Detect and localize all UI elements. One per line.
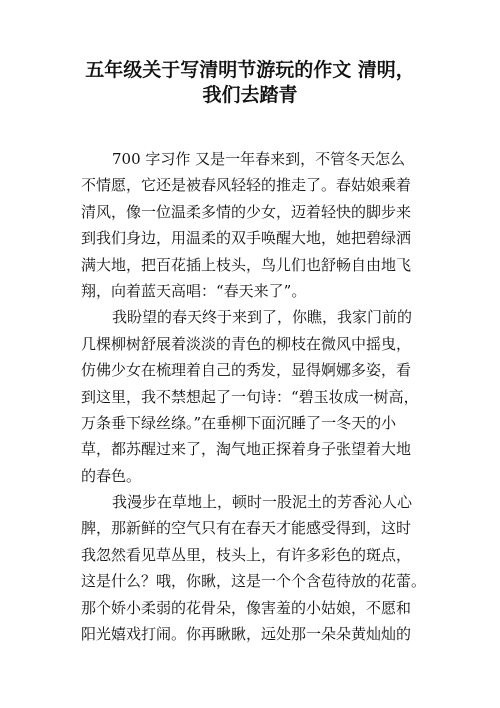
paragraph-line: 我忽然看见草丛里，枝头上，有许多彩色的斑点， (81, 545, 412, 564)
title-line: 我们去踏青 (202, 84, 298, 106)
paragraph-line: 阳光嬉戏打闹。你再瞅瞅，远处那一朵朵黄灿灿的 (81, 625, 412, 644)
title-line: 五年级关于写清明节游玩的作文 清明， (85, 59, 415, 81)
paragraph (81, 304, 426, 489)
document-title (60, 58, 440, 108)
paragraph-line: 脾，那新鲜的空气只有在春天才能感受得到，这时 (81, 519, 412, 538)
paragraph-line: 到这里，我不禁想起了一句诗：“碧玉妆成一树高， (81, 387, 419, 406)
paragraph-line: 仿佛少女在梳理着自己的秀发，显得婀娜多姿，看 (81, 361, 412, 380)
paragraph-line: 到我们身边，用温柔的双手唤醒大地，她把碧绿洒 (81, 229, 412, 248)
paragraph-line: 万条垂下绿丝绦。”在垂柳下面沉睡了一冬天的小 (81, 413, 397, 432)
paragraph-line: 满大地，把百花插上枝头，鸟儿们也舒畅自由地飞 (81, 255, 412, 274)
paragraph-line: 700 字习作 又是一年春来到，不管冬天怎么 (112, 150, 406, 168)
paragraph-line: 我漫步在草地上，顿时一股泥土的芳香沁人心 (112, 493, 413, 512)
paragraph-line: 翔，向着蓝天高唱：“春天来了”。 (81, 281, 307, 300)
paragraph-line: 几棵柳树舒展着淡淡的青色的柳枝在微风中摇曳， (81, 334, 412, 353)
paragraph-line: 那个娇小柔弱的花骨朵，像害羞的小姑娘，不愿和 (81, 598, 412, 617)
paragraph-line: 不情愿，它还是被春风轻轻的推走了。春姑娘乘着 (81, 176, 412, 195)
paragraph-line: 清风，像一位温柔多情的少女，迈着轻快的脚步来 (81, 202, 412, 221)
document-body (81, 146, 426, 647)
paragraph-line: 的春色。 (81, 466, 142, 485)
paragraph-line: 草，都苏醒过来了，淘气地正探着身子张望着大地 (81, 440, 412, 459)
paragraph-line: 这是什么？哦，你瞅，这是一个个含苞待放的花蕾。 (81, 572, 427, 591)
paragraph-line: 我盼望的春天终于来到了，你瞧，我家门前的 (112, 308, 413, 327)
paragraph (81, 489, 426, 647)
paragraph (81, 146, 426, 304)
